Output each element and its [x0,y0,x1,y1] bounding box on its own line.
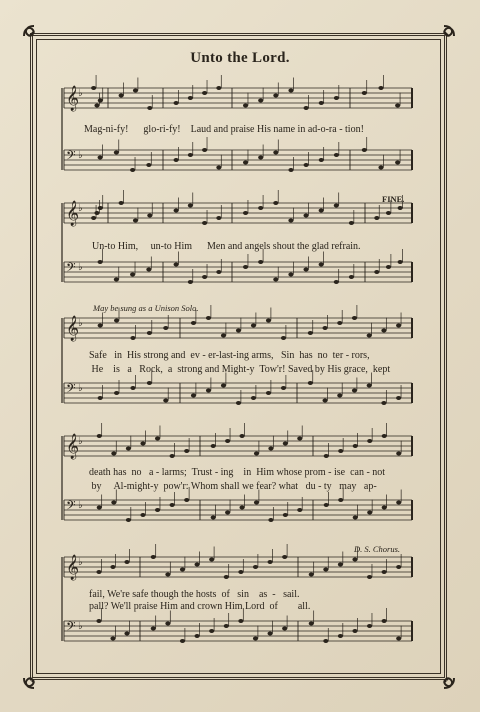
notehead [114,151,119,155]
notehead [163,399,168,403]
notehead [239,506,244,510]
notehead [266,391,271,395]
notehead [362,91,367,95]
notehead [91,86,96,90]
notehead [96,570,101,574]
notehead [98,260,103,264]
notehead [378,86,383,90]
notehead [221,384,226,388]
clef-icon: 𝄢 [66,500,76,516]
notehead [206,316,211,320]
notehead [253,565,258,569]
notehead [180,568,185,572]
notehead [382,506,387,510]
lyric-line: pall? We'll praise Him and crown Him Lord of all. [89,601,311,612]
notehead [395,104,400,108]
notehead [211,444,216,448]
notehead [353,516,358,520]
notehead [216,216,221,220]
notehead [323,568,328,572]
notehead [367,511,372,515]
notehead [188,204,193,208]
notehead [322,326,327,330]
notehead [367,384,372,388]
notehead [119,201,124,205]
notehead [224,575,229,579]
notehead [308,331,313,335]
notehead [97,434,102,438]
notehead [98,99,103,103]
flat-icon: ♭ [78,318,83,329]
notehead [268,560,273,564]
notehead [211,516,216,520]
notehead [202,275,207,279]
fine-marking: FINE. [382,194,405,204]
clef-icon: 𝄢 [66,150,76,166]
notehead [303,268,308,272]
notehead [209,558,214,562]
notehead [258,99,263,103]
notehead [378,166,383,170]
notehead [367,334,372,338]
notehead [381,401,386,405]
notehead [140,513,145,517]
notehead [288,273,293,277]
notehead [338,634,343,638]
notehead [133,89,138,93]
notehead [288,219,293,223]
notehead [151,555,156,559]
notehead [266,319,271,323]
lyric-line: Mag-ni-fy! glo-ri-fy! Laud and praise His name in ad-o-ra - tion! [84,124,364,135]
notehead [114,319,119,323]
notehead [236,329,241,333]
notehead [114,278,119,282]
notehead [243,265,248,269]
notehead [288,168,293,172]
notehead [322,399,327,403]
notehead [216,86,221,90]
unison-note: May be sung as a Unison Solo. [93,303,199,313]
notehead [386,265,391,269]
notehead [111,501,116,505]
flat-icon: ♭ [78,500,83,511]
notehead [225,439,230,443]
notehead [367,575,372,579]
notehead [396,396,401,400]
notehead [163,326,168,330]
clef-icon: 𝄞 [66,315,80,340]
notehead [243,211,248,215]
notehead [110,565,115,569]
notehead [362,148,367,152]
flat-icon: ♭ [78,557,83,568]
notehead [151,627,156,631]
notehead [98,206,103,210]
notehead [334,96,339,100]
notehead [174,101,179,105]
notehead [367,624,372,628]
notehead [398,206,403,210]
notehead [334,153,339,157]
notehead [396,637,401,641]
notehead [184,449,189,453]
notehead [225,511,230,515]
hymn-title: Unto the Lord. [190,50,290,66]
notehead [334,204,339,208]
notehead [283,513,288,517]
notehead [382,434,387,438]
notehead [238,570,243,574]
notehead [254,452,259,456]
notehead [94,104,99,108]
notehead [382,570,387,574]
notehead [309,622,314,626]
notehead [319,101,324,105]
clef-icon: 𝄞 [66,85,80,110]
clef-icon: 𝄢 [66,262,76,278]
notehead [386,211,391,215]
notehead [381,329,386,333]
notehead [170,503,175,507]
ds-chorus-marking: D. S. Chorus. [354,544,401,554]
notehead [239,434,244,438]
notehead [188,280,193,284]
notehead [258,156,263,160]
notehead [396,565,401,569]
notehead [308,381,313,385]
notehead [119,94,124,98]
notehead [147,381,152,385]
notehead [334,280,339,284]
notehead [155,437,160,441]
notehead [309,573,314,577]
notehead [273,278,278,282]
notehead [216,166,221,170]
notehead [147,331,152,335]
lyric-line: death has no a - larms; Trust - ing in Him whose prom - ise can - not [89,467,386,478]
notehead [130,336,135,340]
notehead [202,148,207,152]
notehead [195,634,200,638]
lyric-line: He is a Rock, a strong and Might-y Tow'r! Saved by His grace, kept [89,364,391,375]
notehead [98,156,103,160]
notehead [288,89,293,93]
notehead [297,508,302,512]
notehead [303,214,308,218]
notehead [206,389,211,393]
notehead [96,619,101,623]
notehead [188,153,193,157]
notehead [268,447,273,451]
notehead [170,454,175,458]
notehead [224,624,229,628]
notehead [174,263,179,267]
clef-icon: 𝄞 [66,200,80,225]
notehead [110,637,115,641]
notehead [124,632,129,636]
notehead [382,619,387,623]
notehead [195,563,200,567]
notehead [349,221,354,225]
notehead [374,216,379,220]
flat-icon: ♭ [78,88,83,99]
notehead [147,214,152,218]
flat-icon: ♭ [78,436,83,447]
lyric-line: Safe in His strong and ev - er-last-ing arms, Sin has no ter - rors, [89,350,370,361]
notehead [352,629,357,633]
notehead [180,639,185,643]
notehead [243,104,248,108]
notehead [253,637,258,641]
notehead [337,321,342,325]
clef-icon: 𝄞 [66,554,80,579]
lyric-line: by Al-might-y pow'r: Whom shall we fear? what du - ty may ap- [89,481,377,492]
notehead [191,394,196,398]
notehead [97,506,102,510]
notehead [258,260,263,264]
notehead [188,96,193,100]
notehead [130,386,135,390]
notehead [184,498,189,502]
notehead [268,518,273,522]
lyric-line: fail, We're safe though the hosts of sin as - sail. [89,589,300,600]
notehead [338,563,343,567]
notehead [324,454,329,458]
flat-icon: ♭ [78,203,83,214]
notehead [202,221,207,225]
notehead [282,627,287,631]
notehead [273,201,278,205]
notehead [398,260,403,264]
notehead [126,518,131,522]
notehead [236,401,241,405]
notehead [165,622,170,626]
notehead [374,270,379,274]
notehead [304,106,309,110]
notehead [281,386,286,390]
clef-icon: 𝄢 [66,621,76,637]
notehead [297,437,302,441]
flat-icon: ♭ [78,150,83,161]
flat-icon: ♭ [78,621,83,632]
notehead [338,449,343,453]
notehead [319,209,324,213]
notehead [140,442,145,446]
notehead [319,263,324,267]
notehead [352,316,357,320]
notehead [338,498,343,502]
notehead [283,442,288,446]
notehead [243,161,248,165]
notehead [146,163,151,167]
notehead [174,158,179,162]
notehead [254,501,259,505]
notehead [124,560,129,564]
notehead [191,321,196,325]
notehead [258,206,263,210]
notehead [281,336,286,340]
notehead [337,394,342,398]
clef-icon: 𝄞 [66,433,80,458]
notehead [91,216,96,220]
notehead [282,555,287,559]
notehead [146,268,151,272]
notehead [147,106,152,110]
notehead [396,452,401,456]
notehead [174,209,179,213]
notehead [130,168,135,172]
notehead [216,270,221,274]
notehead [251,396,256,400]
notehead [349,275,354,279]
notehead [273,151,278,155]
notehead [155,508,160,512]
notehead [202,91,207,95]
notehead [133,219,138,223]
notehead [353,444,358,448]
notehead [319,158,324,162]
notehead [352,558,357,562]
flat-icon: ♭ [78,262,83,273]
notehead [304,163,309,167]
notehead [273,94,278,98]
notehead [367,439,372,443]
notehead [324,503,329,507]
notehead [114,391,119,395]
notehead [396,501,401,505]
clef-icon: 𝄢 [66,383,76,399]
notehead [165,573,170,577]
notehead [396,324,401,328]
notehead [111,452,116,456]
notehead [395,161,400,165]
notehead [221,334,226,338]
notehead [98,396,103,400]
notehead [98,324,103,328]
notehead [238,619,243,623]
notehead [130,273,135,277]
notehead [251,324,256,328]
flat-icon: ♭ [78,383,83,394]
lyric-line: Un-to Him, un-to Him Men and angels shout the glad refrain. [92,241,361,252]
notehead [126,447,131,451]
notehead [94,211,99,215]
notehead [323,639,328,643]
notehead [209,629,214,633]
notehead [268,632,273,636]
notehead [352,389,357,393]
